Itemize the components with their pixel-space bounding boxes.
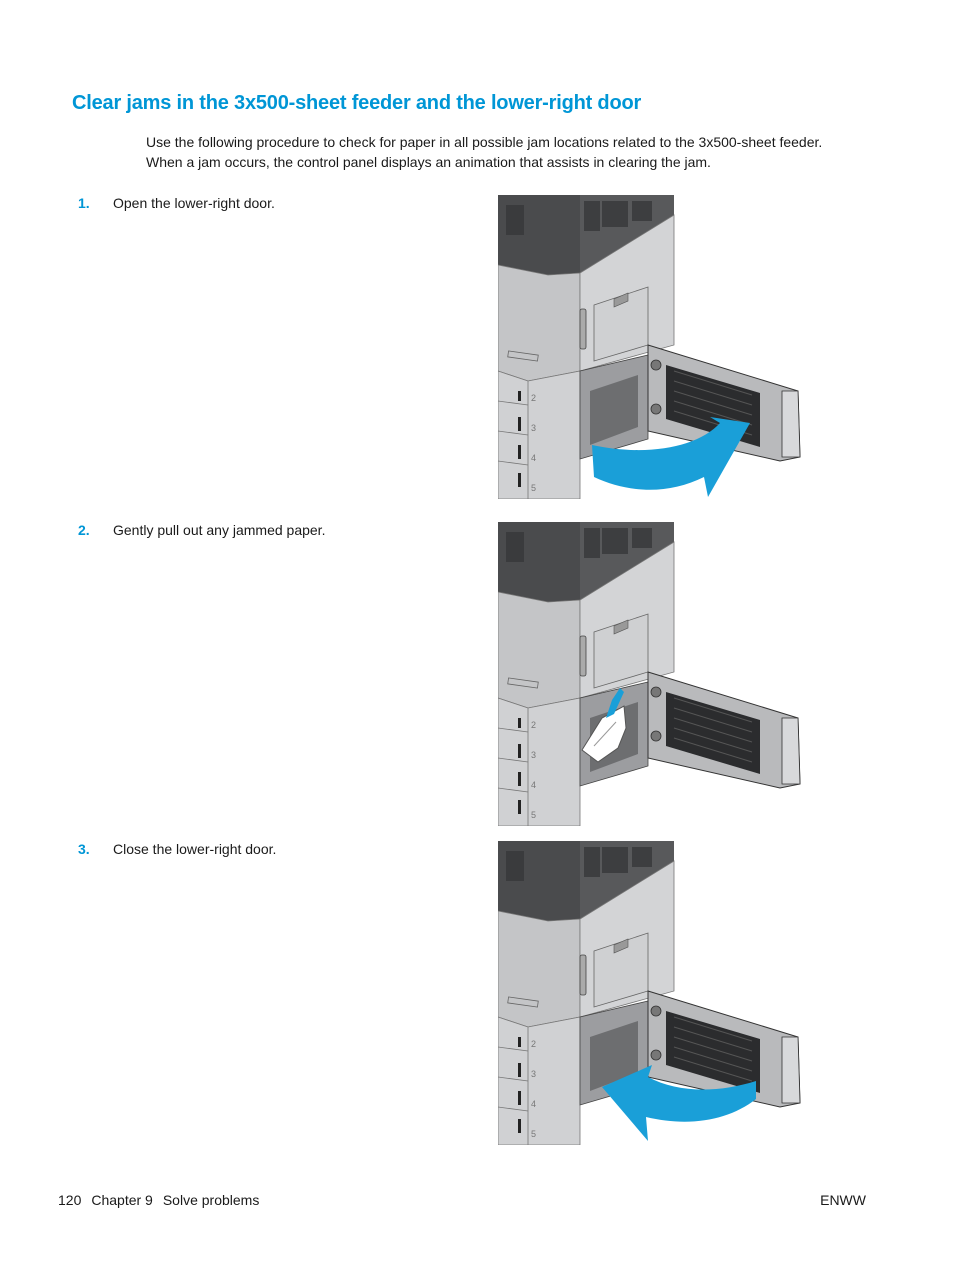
doc-code: ENWW xyxy=(820,1192,866,1208)
page-title: Clear jams in the 3x500-sheet feeder and the lower-right door xyxy=(72,92,642,114)
step-1 xyxy=(78,194,275,212)
tray-number: 5 xyxy=(531,810,537,820)
step-text: Open the lower-right door. xyxy=(113,195,275,211)
printer-drawing xyxy=(498,522,804,826)
tray-number: 4 xyxy=(531,1099,537,1109)
chapter-label: Chapter 9 xyxy=(91,1192,153,1208)
step-2-illustration xyxy=(498,522,804,826)
step-3-illustration xyxy=(498,841,804,1145)
section-label: Solve problems xyxy=(162,1192,260,1208)
tray-number: 2 xyxy=(531,1039,537,1049)
tray-number: 5 xyxy=(531,483,537,493)
step-text: Close the lower-right door. xyxy=(113,841,277,857)
tray-number: 2 xyxy=(531,393,537,403)
intro-paragraph: Use the following procedure to check for paper in all possible jam locations related to the 3x500-sheet feeder. When a jam occurs, the control panel displays an animation that assists in clearing the jam. xyxy=(146,134,823,170)
step-number: 2. xyxy=(78,522,90,538)
tray-number: 3 xyxy=(531,1069,537,1079)
step-number: 1. xyxy=(78,195,90,211)
step-number: 3. xyxy=(78,841,90,857)
tray-number: 5 xyxy=(531,1129,537,1139)
tray-number: 4 xyxy=(531,453,537,463)
step-1-illustration xyxy=(498,195,804,499)
tray-number: 3 xyxy=(531,750,537,760)
step-3 xyxy=(78,840,276,858)
page-number: 120 xyxy=(58,1192,82,1208)
tray-number: 3 xyxy=(531,423,537,433)
tray-number: 2 xyxy=(531,720,537,730)
footer-left xyxy=(58,1192,269,1208)
step-2 xyxy=(78,521,325,539)
tray-number: 4 xyxy=(531,780,537,790)
step-text: Gently pull out any jammed paper. xyxy=(113,522,326,538)
